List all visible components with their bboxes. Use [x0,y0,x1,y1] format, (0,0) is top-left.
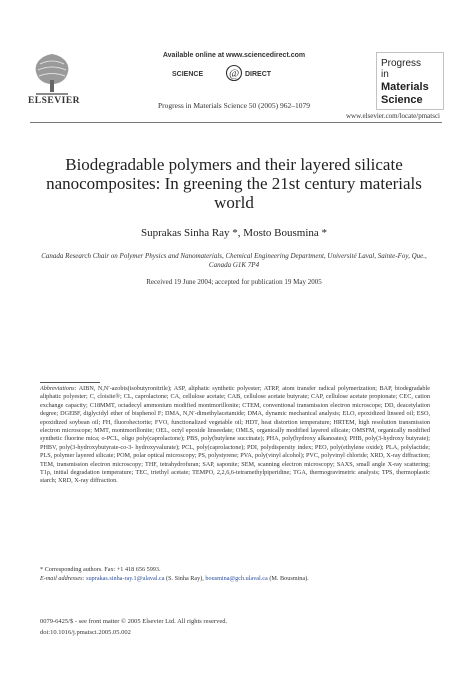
sd-at-text: @ [228,67,240,80]
journal-reference: Progress in Materials Science 50 (2005) 962–1079 [157,101,311,110]
article-authors: Suprakas Sinha Ray *, Mosto Bousmina * [140,227,328,239]
issn-copyright: 0079-6425/$ - see front matter © 2005 Elsevier Ltd. All rights reserved. [40,618,228,625]
sd-direct-text: DIRECT [245,71,272,78]
svg-text:Materials: Materials [381,81,429,93]
available-online-banner[interactable]: Available online at www.sciencedirect.com [162,52,306,59]
author-affiliation: Canada Research Chair on Polymer Physics and Nanomaterials, Chemical Engineering Department, Université Laval, Sainte-Foy, Que., Canada G1K 7P4 [41,252,427,269]
footnote-divider [40,382,100,383]
sd-science-text: SCIENCE [172,71,204,78]
email-name-bousmina: (M. Bousmina). [269,575,309,582]
publisher-name: ELSEVIER [27,96,81,106]
doi-link[interactable]: doi:10.1016/j.pmatsci.2005.05.002 [40,629,131,636]
email-link-sinha-ray[interactable]: suprakas.sinha-ray.1@ulaval.ca [86,575,165,582]
abbreviations-lead: Abbreviations: [40,385,77,392]
corresponding-author-note: * Corresponding authors. Fax: +1 418 656 5993. [40,566,161,573]
svg-text:in: in [381,69,389,80]
article-title: Biodegradable polymers and their layered silicate nanocomposites: In greening the 21st century materials world [46,155,422,212]
header-divider [30,122,442,123]
email-lead: E-mail addresses: [40,575,85,582]
received-dates: Received 19 June 2004; accepted for publication 19 May 2005 [146,278,322,286]
email-link-bousmina[interactable]: bousmina@gch.ulaval.ca [205,575,268,582]
journal-cover-logo [376,52,444,110]
sciencedirect-logo[interactable] [170,64,300,82]
email-name-sinha-ray: (S. Sinha Ray), [166,575,204,582]
elsevier-tree-logo [30,50,74,96]
journal-url-link[interactable]: www.elsevier.com/locate/pmatsci [345,112,440,120]
svg-text:Science: Science [381,94,423,106]
email-addresses [40,575,430,583]
abbreviations-footnote [40,385,430,486]
abbreviations-text: AIBN, N,N′-azobis(isobutyronitrile); ASP, aliphatic synthetic polyester; ATRP, atom transfer radical polymerization; BAP, biodegradable aliphatic polyester; C, cloisite®; CL, caprolactone; CA, cellulose acetate; CAB, cellulose acetate butyrate; CAP, cellulose acetate propionate; CEC, cation exchange capacity; C18MMT, octadecyl ammonium modified montmorillonite; CTEM, conventional transmission electron microscope; DD, deacetylation degree; DGEBF, diglycidyl ether of bisphenol F; DMA, N,N′-dimethylacetamide; DMA, dynamic mechanical analysis; ELO, epoxidized linseed oil; ESO, epoxidized soybean oil; FH, fluorohectorite; FVO, functionalized vegetable oil; HDT, heat distortion temperature; HRTEM, high resolution transmission electron microscope; MMT, montmorillonite; OEL, octyl epoxide linseedate; OMLS, organically modified layered silicate; OMSFM, organically modified synthetic fluorine mica; o-PCL, oligo poly(caprolactone); PBS, poly(butylene succinate); PHA, poly(hydroxy alkanoates); PHB, poly(3-hydroxy butyrate); PHBV, poly(3-hydroxybutyrate-co-3- hydroxyvalurate); PCL, poly(caprolactone); PDI, polydispersity index; PEO, poly(ethylene oxide); PLA, polylactide; PLS, polymer layered silicate; POM, polar optical microscopy; PS, polystyrene; PVA, poly(vinyl alcohol); PVC, polyvinyl chloride; XRD, X-ray diffraction; TEM, transmission electron microscopy; THF, tetrahydrofuran; SAP, saponite; SEM, scanning electron microscopy; SAXS, small angle X-ray scattering; T1ρ, initial degradation temperature; TEC, triethyl acetate; TEMPO, 2,2,6,6-tetramethylpiperidine; TGA, thermogravimetric analysis; TPS, thermoplastic starch; XRD, X-ray diffraction. [40,385,430,485]
svg-text:Progress: Progress [381,58,422,69]
